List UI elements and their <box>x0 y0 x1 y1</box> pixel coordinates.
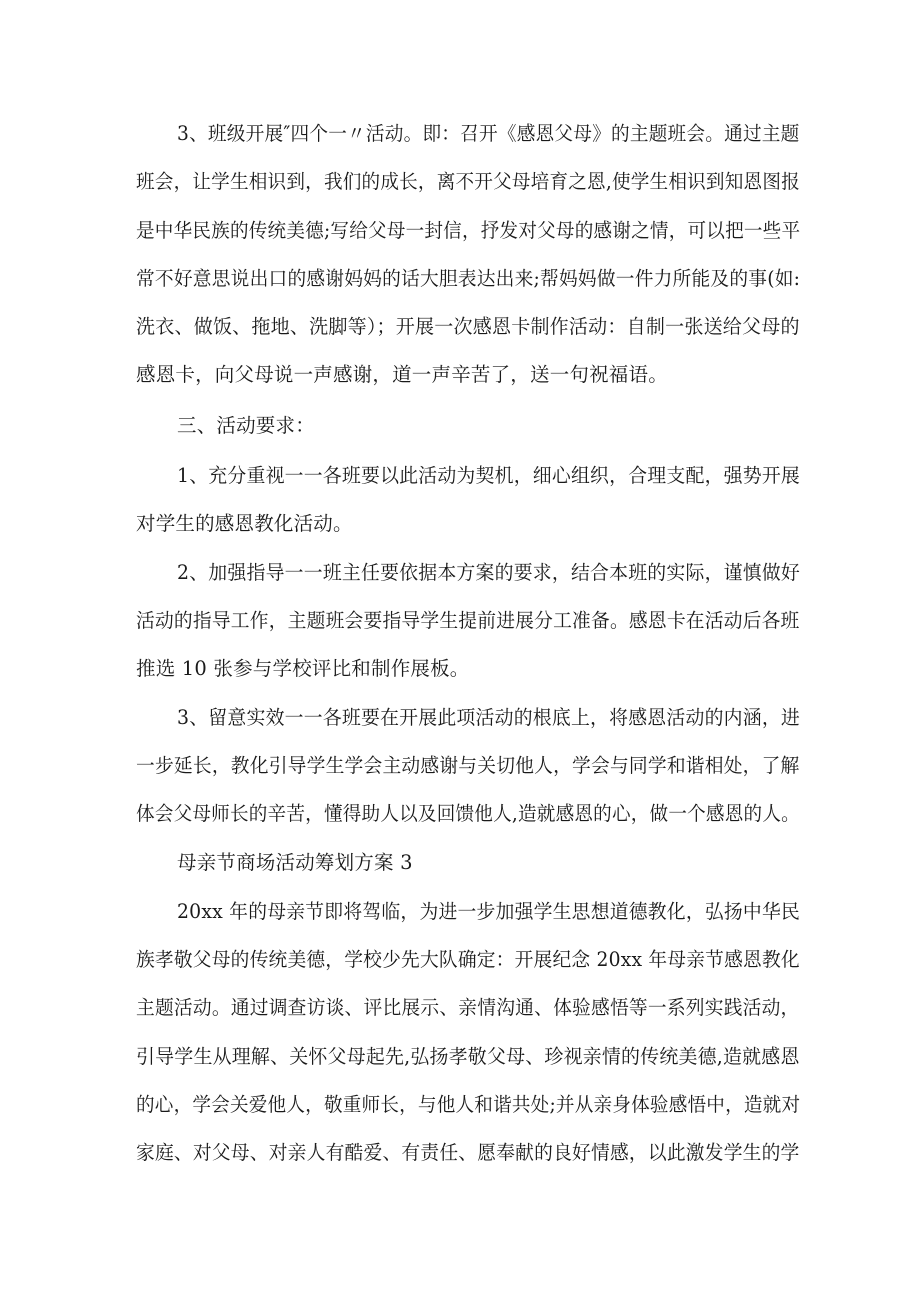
paragraph-4-line-1: 2、加强指导一一班主任要依据本方案的要求，结合本班的实际，谨慎做好 <box>177 561 801 584</box>
paragraph-7-line-5: 的心，学会关爱他人，敬重师长，与他人和谐共处;并从亲身体验感悟中，造就对 <box>136 1093 801 1116</box>
paragraph-5-line-3: 体会父母师长的辛苦，懂得助人以及回馈他人,造就感恩的心，做一个感恩的人。 <box>136 802 800 825</box>
section-title-plan-3: 母亲节商场活动筹划方案 3 <box>177 851 413 874</box>
paragraph-4-line-2: 活动的指导工作，主题班会要指导学生提前进展分工准备。感恩卡在活动后各班 <box>136 609 800 632</box>
paragraph-1-line-3: 是中华民族的传统美德;写给父母一封信，抒发对父母的感谢之情，可以把一些平 <box>136 219 801 242</box>
paragraph-5-line-1: 3、留意实效一一各班要在开展此项活动的根底上，将感恩活动的内涵，进 <box>177 706 801 729</box>
paragraph-7-line-3: 主题活动。通过调查访谈、评比展示、亲情沟通、体验感悟等一系列实践活动， <box>136 996 800 1019</box>
paragraph-7-line-4: 引导学生从理解、关怀父母起先,弘扬孝敬父母、珍视亲情的传统美德,造就感恩 <box>136 1045 800 1068</box>
paragraph-7-line-1: 20xx 年的母亲节即将驾临，为进一步加强学生思想道德教化，弘扬中华民 <box>177 900 801 923</box>
paragraph-3-line-1: 1、充分重视一一各班要以此活动为契机，细心组织，合理支配，强势开展 <box>177 464 801 487</box>
paragraph-4-line-3: 推选 10 张参与学校评比和制作展板。 <box>136 657 470 680</box>
paragraph-5-line-2: 一步延长，教化引导学生学会主动感谢与关切他人，学会与同学和谐相处，了解 <box>136 754 800 777</box>
section-heading-requirements: 三、活动要求： <box>177 414 315 437</box>
paragraph-7-line-2: 族孝敬父母的传统美德，学校少先大队确定：开展纪念 20xx 年母亲节感恩教化 <box>136 948 800 971</box>
paragraph-1-line-2: 班会，让学生相识到，我们的成长，离不开父母培育之恩,使学生相识到知恩图报 <box>136 170 800 193</box>
paragraph-7-line-6: 家庭、对父母、对亲人有酷爱、有责任、愿奉献的良好情感，以此激发学生的学 <box>136 1141 800 1164</box>
paragraph-1-line-1: 3、班级开展″四个一〃活动。即：召开《感恩父母》的主题班会。通过主题 <box>177 122 800 145</box>
paragraph-1-line-5: 洗衣、做饭、拖地、洗脚等）；开展一次感恩卡制作活动：自制一张送给父母的 <box>136 315 800 338</box>
paragraph-3-line-2: 对学生的感恩教化活动。 <box>136 512 353 535</box>
paragraph-1-line-6: 感恩卡，向父母说一声感谢，道一声辛苦了，送一句祝福语。 <box>136 363 668 386</box>
paragraph-1-line-4: 常不好意思说出口的感谢妈妈的话大胆表达出来;帮妈妈做一件力所能及的事(如: <box>136 267 801 290</box>
